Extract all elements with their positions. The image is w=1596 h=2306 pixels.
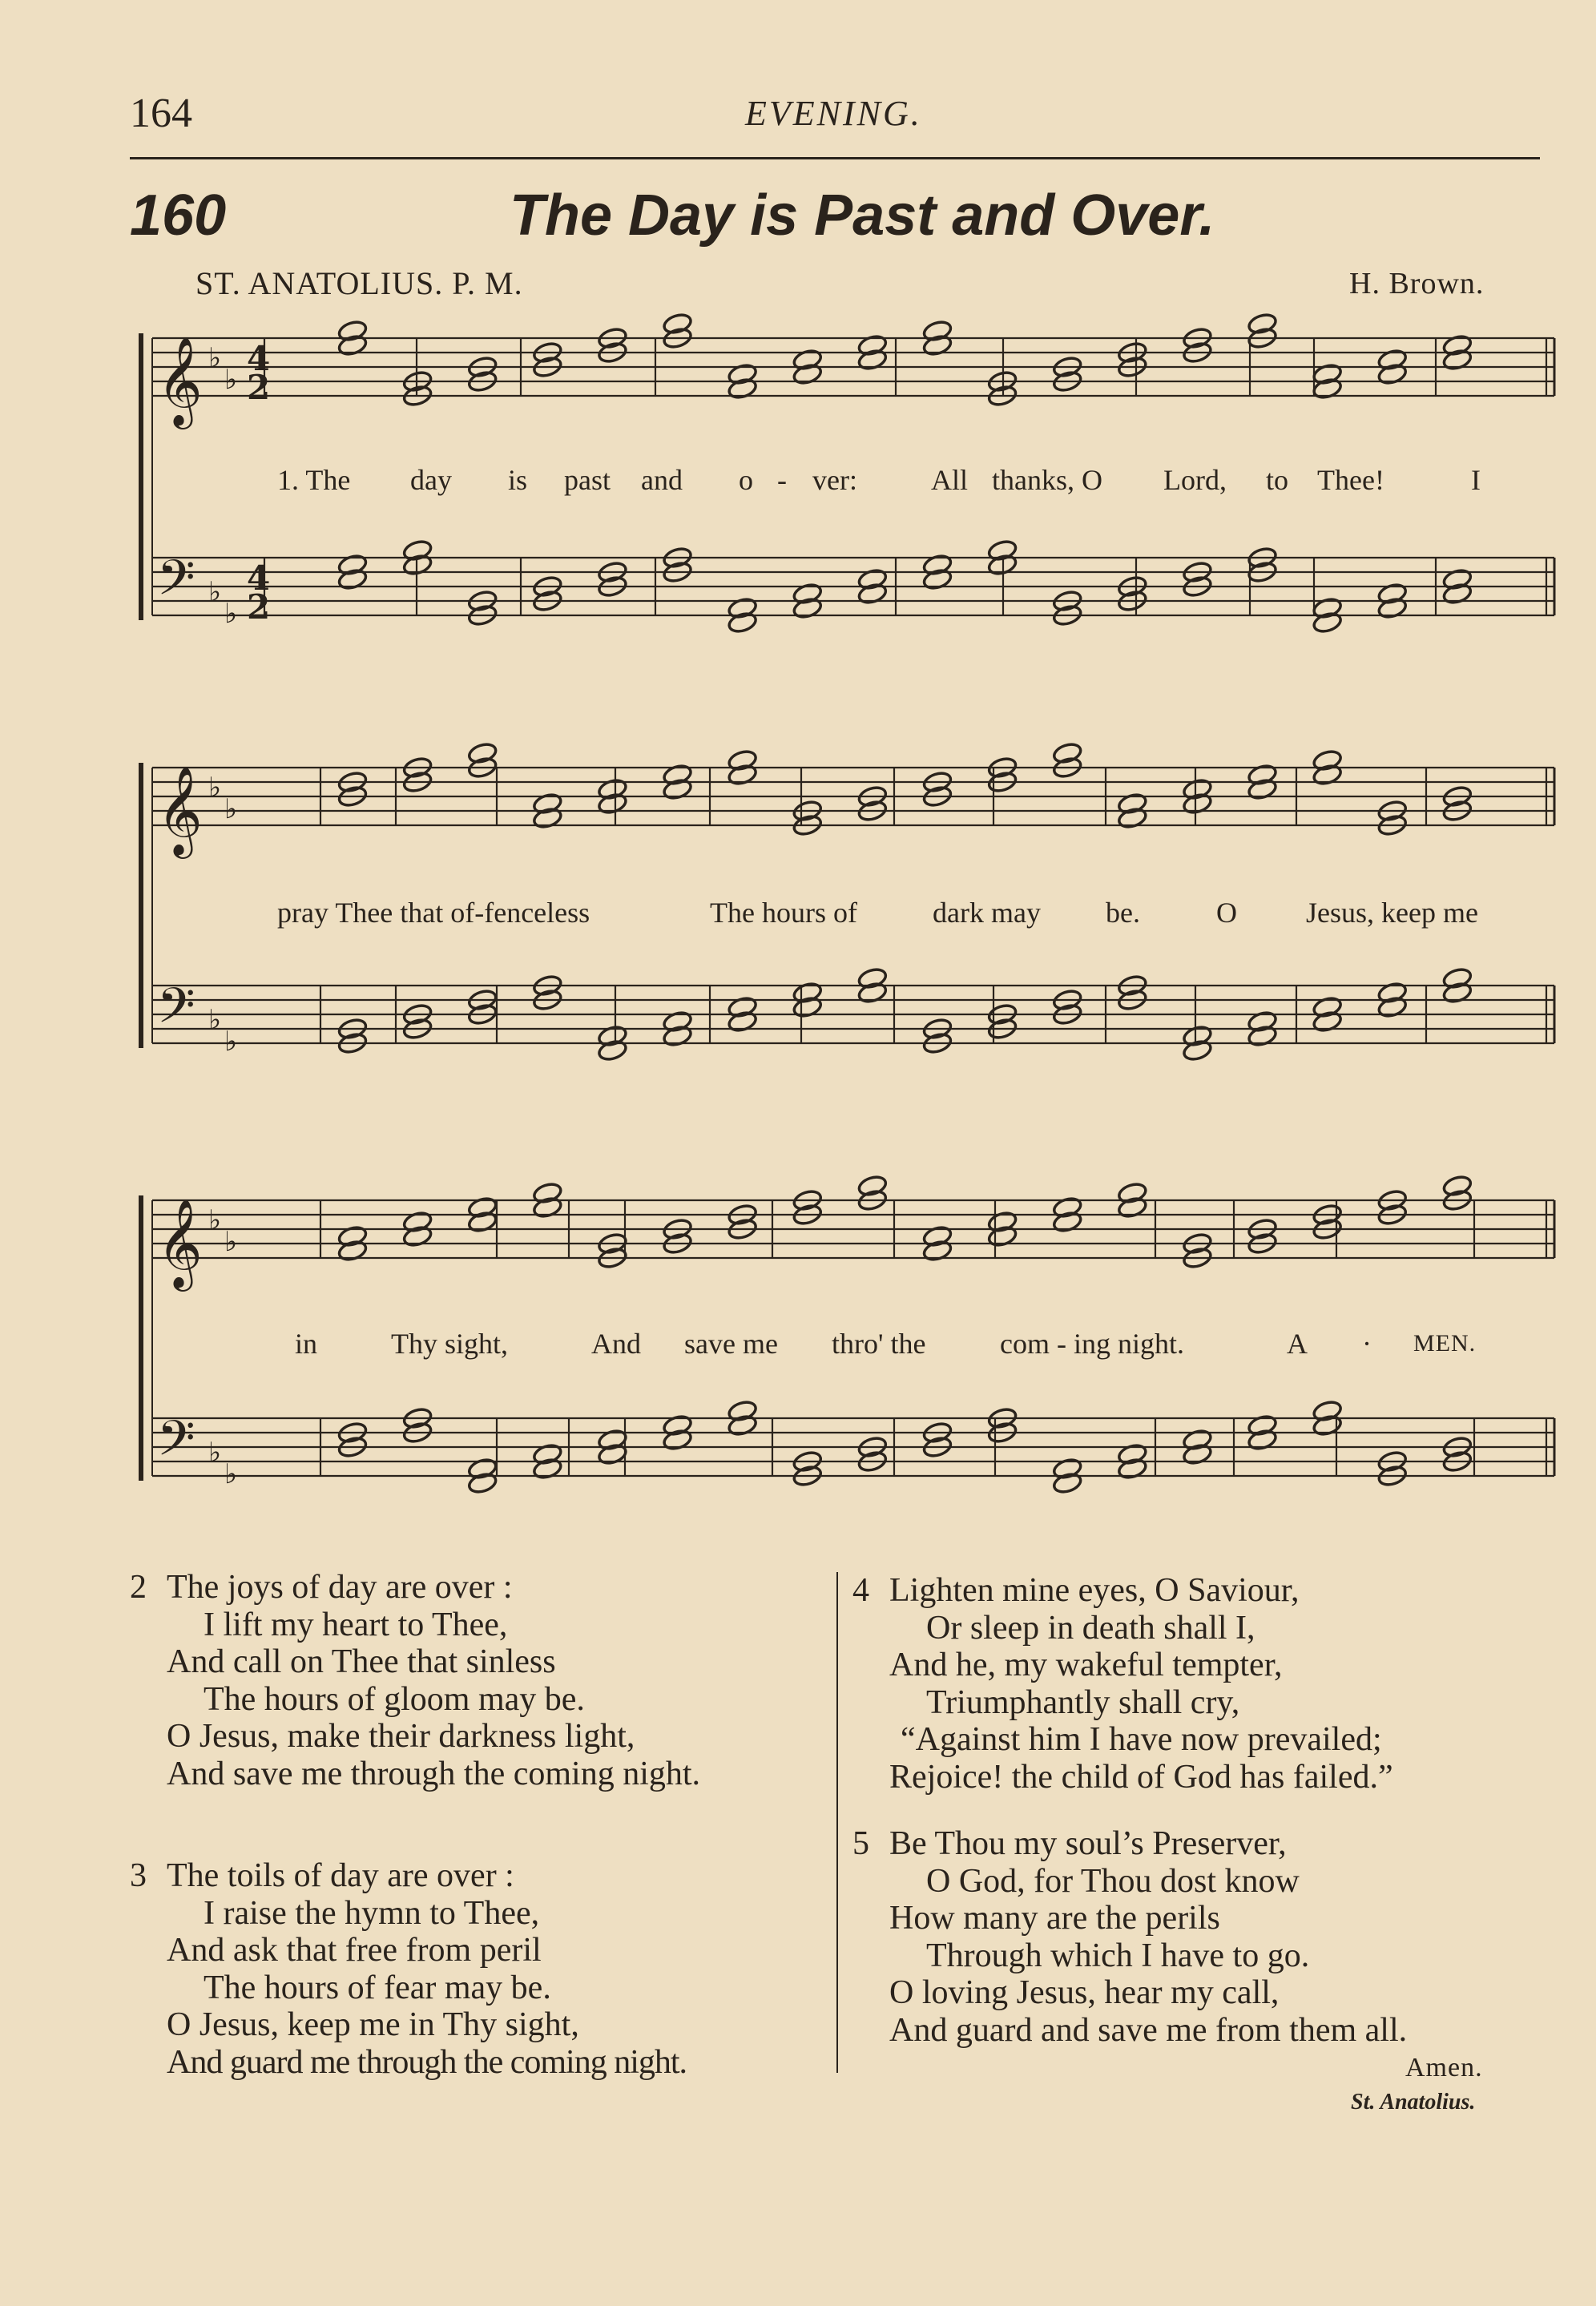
verse-line: And save me through the coming night. (167, 1755, 701, 1792)
lyric-syllable: Thy sight, (391, 1328, 509, 1360)
lyric-syllable: ver: (812, 464, 857, 496)
lyric-syllable: The hours of (710, 897, 857, 929)
lyric-syllable: · (1362, 1328, 1372, 1360)
verse-number: 3 (130, 1857, 147, 1894)
verse-line: Triumphantly shall cry, (926, 1683, 1240, 1721)
composer-name: H. Brown. (1349, 267, 1485, 300)
lyric-syllable: and (641, 464, 683, 496)
lyric-syllable: to (1266, 464, 1289, 496)
verse-line: And ask that free from peril (167, 1932, 542, 1969)
lyric-syllable: Lord, (1163, 464, 1227, 496)
bass-clef-icon: 𝄢 (157, 978, 195, 1046)
treble-clef-icon: 𝄞 (157, 765, 203, 855)
lyric-syllable: o (739, 464, 753, 496)
flat-icon: ♭ (224, 1226, 238, 1258)
lyric-syllable: com - ing night. (1000, 1328, 1184, 1360)
hymn-number: 160 (130, 183, 227, 248)
lyric-syllable: past (564, 464, 611, 496)
lyric-syllable: save me (684, 1328, 778, 1360)
lyric-syllable: dark may (933, 897, 1041, 929)
verse-line: And guard and save me from them all. (889, 2011, 1408, 2049)
verse-line: The hours of fear may be. (204, 1969, 551, 2006)
bass-clef-icon: 𝄢 (157, 1410, 195, 1479)
verse-number: 5 (852, 1825, 869, 1862)
flat-icon: ♭ (224, 1026, 238, 1058)
lyric-syllable: Thee! (1317, 464, 1384, 496)
flat-icon: ♭ (208, 1204, 222, 1236)
verse-line: Through which I have to go. (926, 1937, 1310, 1974)
flat-icon: ♭ (224, 793, 238, 825)
verse-line: Or sleep in death shall I, (926, 1609, 1255, 1647)
verse-line: And guard me through the coming night. (167, 2043, 687, 2081)
time-signature: 4 (247, 558, 271, 598)
lyric-syllable: thro' the (832, 1328, 926, 1360)
verse-2 (130, 1569, 700, 1792)
verse-line: “Against him I have now prevailed; (901, 1721, 1382, 1758)
page-number: 164 (130, 91, 192, 136)
time-signature: 2 (247, 368, 271, 407)
verse-line: O loving Jesus, hear my call, (889, 1974, 1280, 2011)
lyric-syllable: - (777, 464, 787, 496)
verse-line: The joys of day are over : (167, 1569, 513, 1606)
verse-line: The hours of gloom may be. (204, 1680, 585, 1718)
lyric-syllable: And (591, 1328, 641, 1360)
lyric-syllable: I (1471, 464, 1481, 496)
verse-line: Lighten mine eyes, O Saviour, (889, 1572, 1300, 1609)
verse-line: And call on Thee that sinless (167, 1643, 556, 1680)
flat-icon: ♭ (208, 1437, 222, 1469)
lyric-syllable: day (410, 464, 452, 496)
verse-line: The toils of day are over : (167, 1857, 514, 1894)
flat-icon: ♭ (208, 1004, 222, 1036)
time-signature: 2 (247, 587, 271, 627)
flat-icon: ♭ (208, 342, 222, 374)
lyric-syllable: O (1216, 897, 1237, 929)
lyric-syllable: All (931, 464, 969, 496)
flat-icon: ♭ (224, 598, 238, 630)
column-divider (836, 1572, 838, 2073)
verse-4 (852, 1572, 1393, 1796)
verse-line: O Jesus, make their darkness light, (167, 1718, 635, 1755)
lyric-syllable: thanks, O (992, 464, 1102, 496)
flat-icon: ♭ (208, 772, 222, 804)
verse-3 (130, 1857, 687, 2081)
verse-line: How many are the perils (889, 1900, 1220, 1937)
verse-line: O Jesus, keep me in Thy sight, (167, 2006, 579, 2043)
tune-name: ST. ANATOLIUS. P. M. (195, 265, 523, 301)
lyric-syllable: MEN. (1413, 1330, 1477, 1357)
treble-clef-icon: 𝄞 (157, 1198, 203, 1288)
verse-line: I lift my heart to Thee, (204, 1606, 508, 1643)
author-attribution: St. Anatolius. (1351, 2090, 1476, 2115)
running-head: EVENING. (745, 94, 922, 133)
verse-number: 4 (852, 1572, 869, 1609)
verse-line: Rejoice! the child of God has failed.” (889, 1758, 1393, 1796)
bass-clef-icon: 𝄢 (157, 550, 195, 619)
lyric-syllable: is (508, 464, 528, 496)
flat-icon: ♭ (208, 576, 222, 608)
lyric-syllable: A (1287, 1328, 1308, 1360)
verse-5 (852, 1825, 1407, 2049)
treble-clef-icon: 𝄞 (157, 336, 203, 425)
verse-line: O God, for Thou dost know (926, 1862, 1300, 1900)
amen-label: Amen. (1405, 2053, 1483, 2082)
verse-line: I raise the hymn to Thee, (204, 1894, 540, 1932)
lyric-syllable: pray Thee that of-fenceless (277, 897, 590, 929)
lyric-syllable: Jesus, keep me (1306, 897, 1478, 929)
verse-line: Be Thou my soul’s Preserver, (889, 1825, 1287, 1862)
hymn-title: The Day is Past and Over. (510, 183, 1215, 248)
flat-icon: ♭ (224, 1458, 238, 1490)
lyric-syllable: in (295, 1328, 318, 1360)
flat-icon: ♭ (224, 364, 238, 396)
verse-line: And he, my wakeful tempter, (889, 1647, 1283, 1683)
verse-number: 2 (130, 1569, 147, 1606)
time-signature: 4 (247, 339, 271, 378)
lyric-syllable: 1. The (277, 464, 351, 496)
lyric-syllable: be. (1106, 897, 1140, 929)
